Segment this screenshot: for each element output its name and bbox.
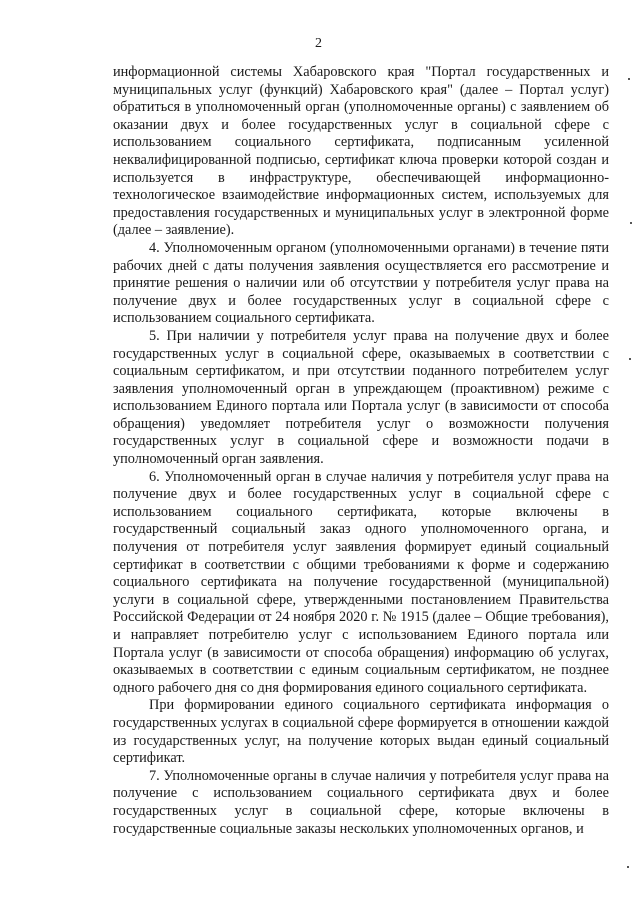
paragraph-continued: информационной системы Хабаровского края "Портал государственных и муниципальных услуг (функций) Хабаровского края" (далее – Портал услуг) обратиться в уполномоченный орган (уполномоченные органы) с заявлением об оказании двух и более государственных услуг в социальной сфере с использованием социального сертификата, подписанным усиленной неквалифицированной подписью, сертификат ключа проверки которой создан и используется в инфраструктуре, обеспечивающей информационно-технологическое взаимодействие информационных систем, используемых для предоставления государственных и муниципальных услуг в электронной форме (далее – заявление). <box>113 64 609 239</box>
paragraph-item-5: 5. При наличии у потребителя услуг права на получение двух и более государственных услуг в социальной сфере, оказываемых в соответствии с социальным сертификатом, и при отсутствии поданного потребителем услуг заявления уполномоченный орган в упреждающем (проактивном) режиме с использованием Единого портала или Портала услуг (в зависимости от способа обращения) уведомляет потребителя услуг о возможности получения государственных услуг в социальной сфере и возможности подачи в уполномоченный орган заявления. <box>113 327 609 468</box>
scan-speck <box>630 222 632 224</box>
page-number: 2 <box>315 36 322 51</box>
document-body <box>113 64 609 838</box>
paragraph-item-7: 7. Уполномоченные органы в случае наличия у потребителя услуг права на получение с использованием социального сертификата двух и более государственных услуг в социальной сфере, которые включены в государственные социальные заказы нескольких уполномоченных органов, и <box>113 767 609 837</box>
paragraph-item-4: 4. Уполномоченным органом (уполномоченными органами) в течение пяти рабочих дней с даты получения заявления осуществляется его рассмотрение и принятие решения о наличии или об отсутствии у потребителя услуг права на получение двух и более государственных услуг в социальной сфере с использованием социального сертификата. <box>113 239 609 327</box>
scan-speck <box>628 78 630 80</box>
paragraph-item-6: 6. Уполномоченный орган в случае наличия у потребителя услуг права на получение двух и более государственных услуг в социальной сфере с использованием социального сертификата, которые включены в государственный социальный заказ одного уполномоченного органа, и получения от потребителя услуг заявления формирует единый социальный сертификат в соответствии с общими требованиями к форме и содержанию социального сертификата на получение государственной (муниципальной) услуги в социальной сфере, утвержденными постановлением Правительства Российской Федерации от 24 ноября 2020 г. № 1915 (далее – Общие требования), и направляет потребителю услуг с использованием Единого портала или Портала услуг (в зависимости от способа обращения) информацию об услугах, оказываемых в соответствии с единым социальным сертификатом, не позднее одного рабочего дня со дня формирования единого социального сертификата. <box>113 468 609 696</box>
paragraph-item-6-continued: При формировании единого социального сертификата информация о государственных услугах в социальной сфере формируется в отношении каждой из государственных услуг, на получение которых выдан единый социальный сертификат. <box>113 697 609 767</box>
scan-speck <box>629 358 631 360</box>
scan-speck <box>627 866 629 868</box>
